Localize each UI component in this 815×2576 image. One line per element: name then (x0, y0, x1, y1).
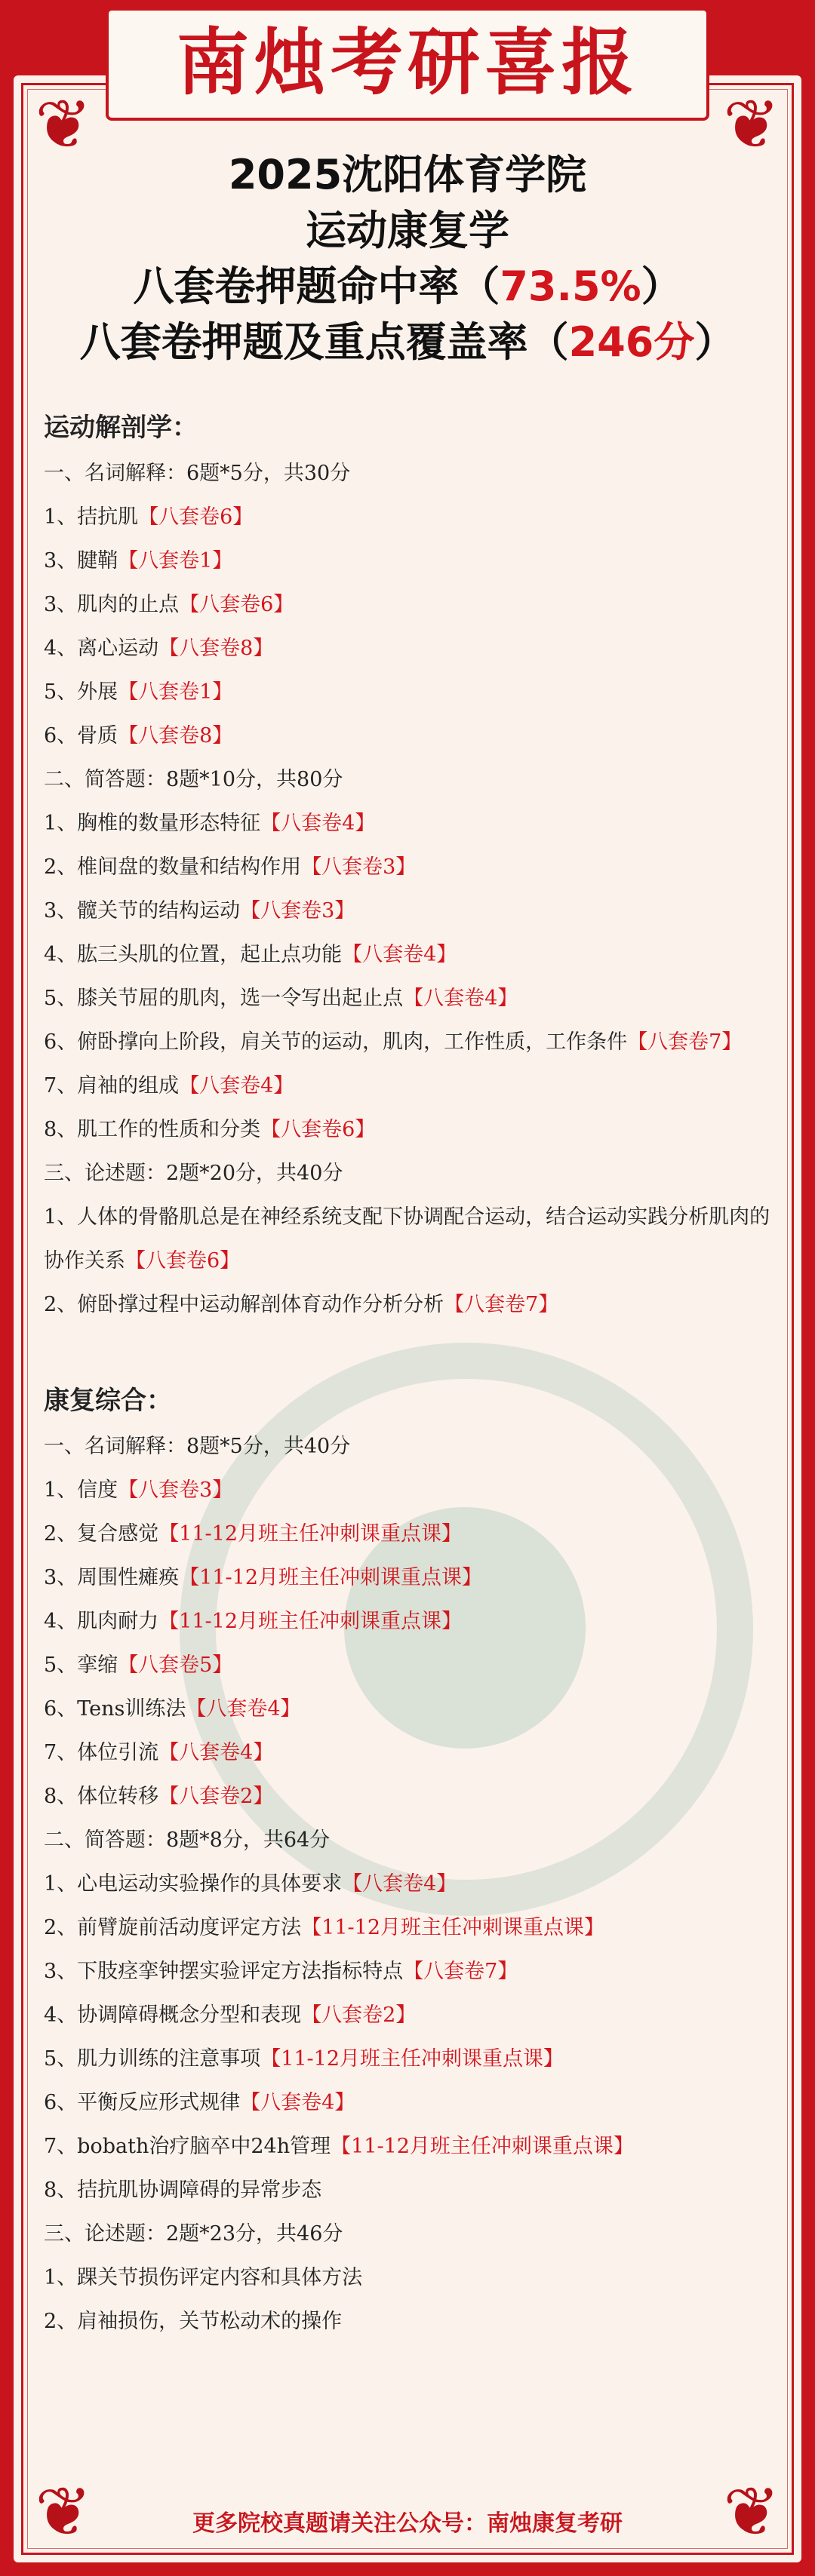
list-item (44, 933, 780, 977)
item-text: 2、前臂旋前活动度评定方法 (44, 1916, 302, 1939)
hit-rate-suffix: ） (641, 263, 682, 310)
source-tag: 【八套卷4】 (260, 812, 376, 835)
corner-ornament-icon: ❦ (35, 85, 92, 164)
list-item (44, 846, 780, 889)
list-item (44, 714, 780, 758)
list-item (44, 758, 780, 802)
list-item (44, 2256, 780, 2300)
item-text: 一、名词解释：8题*5分，共40分 (44, 1435, 351, 1458)
item-text: 三、论述题：2题*23分，共46分 (44, 2222, 343, 2246)
list-item (44, 1283, 780, 1327)
item-text: 6、骨质 (44, 724, 118, 748)
source-tag: 【八套卷6】 (125, 1249, 241, 1273)
list-item (44, 1600, 780, 1644)
list-item (44, 1021, 780, 1064)
item-text: 1、拮抗肌 (44, 505, 139, 529)
list-item (44, 2081, 780, 2125)
item-text: 2、复合感觉 (44, 1522, 159, 1546)
item-text: 6、平衡反应形式规律 (44, 2091, 241, 2114)
list-item (44, 1819, 780, 1862)
item-text: 5、外展 (44, 680, 118, 704)
coverage-label: 八套卷押题及重点覆盖率（ (79, 318, 569, 366)
item-text: 7、bobath治疗脑卒中24h管理 (44, 2135, 331, 2158)
list-item (44, 802, 780, 846)
list-item (44, 1994, 780, 2037)
item-text: 8、体位转移 (44, 1785, 159, 1808)
list-item (44, 1196, 780, 1283)
source-tag: 【11-12月班主任冲刺课重点课】 (158, 1522, 463, 1546)
source-tag: 【八套卷2】 (158, 1785, 274, 1808)
section-gap (44, 1327, 780, 1377)
corner-ornament-icon: ❦ (35, 2473, 92, 2552)
list-item (44, 1064, 780, 1108)
source-tag: 【八套卷7】 (403, 1960, 518, 1983)
item-text: 5、膝关节屈的肌肉，选一令写出起止点 (44, 987, 404, 1010)
source-tag: 【八套卷7】 (627, 1030, 743, 1054)
item-text: 1、人体的骨骼肌总是在神经系统支配下协调配合运动，结合运动实践分析肌肉的协作关系 (44, 1205, 770, 1273)
source-tag: 【八套卷6】 (260, 1118, 376, 1141)
source-tag: 【八套卷4】 (403, 987, 518, 1010)
footer-note: 更多院校真题请关注公众号：南烛康复考研 (192, 2510, 623, 2537)
item-text: 3、髋关节的结构运动 (44, 899, 241, 923)
item-text: 二、简答题：8题*8分，共64分 (44, 1828, 331, 1852)
source-tag: 【八套卷4】 (158, 1741, 274, 1764)
item-text: 2、俯卧撑过程中运动解剖体育动作分析分析 (44, 1293, 444, 1316)
source-tag: 【八套卷8】 (118, 724, 233, 748)
list-item (44, 1644, 780, 1687)
list-item (44, 1687, 780, 1731)
item-text: 三、论述题：2题*20分，共40分 (44, 1162, 343, 1185)
list-item (44, 1950, 780, 1994)
corner-ornament-icon: ❦ (723, 85, 780, 164)
source-tag: 【11-12月班主任冲刺课重点课】 (158, 1610, 463, 1633)
source-tag: 【11-12月班主任冲刺课重点课】 (179, 1566, 483, 1589)
source-tag: 【八套卷7】 (444, 1293, 559, 1316)
item-text: 6、俯卧撑向上阶段，肩关节的运动，肌肉，工作性质，工作条件 (44, 1030, 628, 1054)
source-tag: 【11-12月班主任冲刺课重点课】 (301, 1916, 605, 1939)
item-text: 2、肩袖损伤，关节松动术的操作 (44, 2310, 343, 2333)
list-item (44, 583, 780, 627)
hit-rate-label: 八套卷押题命中率（ (133, 263, 500, 310)
list-item (44, 496, 780, 539)
list-item (44, 1425, 780, 1469)
item-text: 二、简答题：8题*10分，共80分 (44, 768, 343, 791)
item-text: 1、心电运动实验操作的具体要求 (44, 1872, 343, 1896)
source-tag: 【八套卷1】 (118, 549, 233, 573)
list-item (44, 1906, 780, 1950)
list-item (44, 977, 780, 1021)
source-tag: 【八套卷4】 (342, 943, 457, 966)
header-block (0, 147, 815, 370)
header-line-4 (0, 315, 815, 370)
source-tag: 【八套卷4】 (186, 1697, 301, 1721)
source-tag: 【11-12月班主任冲刺课重点课】 (331, 2135, 634, 2158)
title-banner (106, 8, 709, 121)
list-item (44, 627, 780, 671)
section-2-list (44, 1425, 780, 2344)
list-item (44, 1556, 780, 1600)
list-item (44, 889, 780, 933)
list-item (44, 1731, 780, 1775)
source-tag: 【八套卷6】 (138, 505, 254, 529)
source-tag: 【11-12月班主任冲刺课重点课】 (260, 2047, 564, 2071)
item-text: 7、肩袖的组成 (44, 1074, 180, 1098)
list-item (44, 539, 780, 583)
section-1-list (44, 452, 780, 1327)
header-line-2: 运动康复学 (306, 207, 509, 254)
header-line-3 (0, 259, 815, 315)
source-tag: 【八套卷2】 (301, 2003, 417, 2027)
item-text: 3、肌肉的止点 (44, 593, 180, 616)
coverage-suffix: ） (694, 318, 736, 366)
source-tag: 【八套卷5】 (118, 1653, 233, 1677)
source-tag: 【八套卷6】 (179, 593, 294, 616)
corner-ornament-icon: ❦ (723, 2473, 780, 2552)
list-item (44, 2037, 780, 2081)
source-tag: 【八套卷1】 (118, 680, 233, 704)
list-item (44, 1775, 780, 1819)
section-title: 运动解剖学： (44, 413, 198, 443)
item-text: 4、肱三头肌的位置，起止点功能 (44, 943, 343, 966)
source-tag: 【八套卷8】 (158, 637, 274, 660)
item-text: 8、肌工作的性质和分类 (44, 1118, 261, 1141)
source-tag: 【八套卷3】 (118, 1478, 233, 1502)
source-tag: 【八套卷4】 (179, 1074, 294, 1098)
item-text: 5、肌力训练的注意事项 (44, 2047, 261, 2071)
content-body (44, 404, 780, 2344)
item-text: 7、体位引流 (44, 1741, 159, 1764)
item-text: 4、协调障碍概念分型和表现 (44, 2003, 302, 2027)
item-text: 8、拮抗肌协调障碍的异常步态 (44, 2178, 322, 2202)
list-item (44, 1108, 780, 1152)
list-item (44, 671, 780, 714)
item-text: 3、下肢痉挛钟摆实验评定方法指标特点 (44, 1960, 404, 1983)
list-item (44, 1862, 780, 1906)
section-title: 康复综合： (44, 1386, 172, 1416)
list-item (44, 2169, 780, 2212)
source-tag: 【八套卷3】 (240, 899, 355, 923)
hit-rate-value: 73.5% (500, 263, 641, 310)
list-item (44, 1469, 780, 1512)
list-item (44, 1512, 780, 1556)
item-text: 2、椎间盘的数量和结构作用 (44, 855, 302, 879)
list-item (44, 1152, 780, 1196)
item-text: 1、胸椎的数量形态特征 (44, 812, 261, 835)
item-text: 1、踝关节损伤评定内容和具体方法 (44, 2266, 363, 2289)
item-text: 6、Tens训练法 (44, 1697, 186, 1721)
item-text: 一、名词解释：6题*5分，共30分 (44, 462, 351, 485)
source-tag: 【八套卷4】 (342, 1872, 457, 1896)
list-item (44, 2212, 780, 2256)
list-item (44, 2300, 780, 2344)
item-text: 4、肌肉耐力 (44, 1610, 159, 1633)
list-item (44, 2125, 780, 2169)
coverage-value: 246分 (568, 318, 695, 366)
source-tag: 【八套卷4】 (240, 2091, 355, 2114)
page-title: 南烛考研喜报 (177, 20, 638, 105)
list-item (44, 452, 780, 496)
item-text: 4、离心运动 (44, 637, 159, 660)
source-tag: 【八套卷3】 (301, 855, 417, 879)
item-text: 5、挛缩 (44, 1653, 118, 1677)
header-line-1: 2025沈阳体育学院 (228, 151, 587, 198)
item-text: 1、信度 (44, 1478, 118, 1502)
item-text: 3、周围性瘫痪 (44, 1566, 180, 1589)
item-text: 3、腱鞘 (44, 549, 118, 573)
